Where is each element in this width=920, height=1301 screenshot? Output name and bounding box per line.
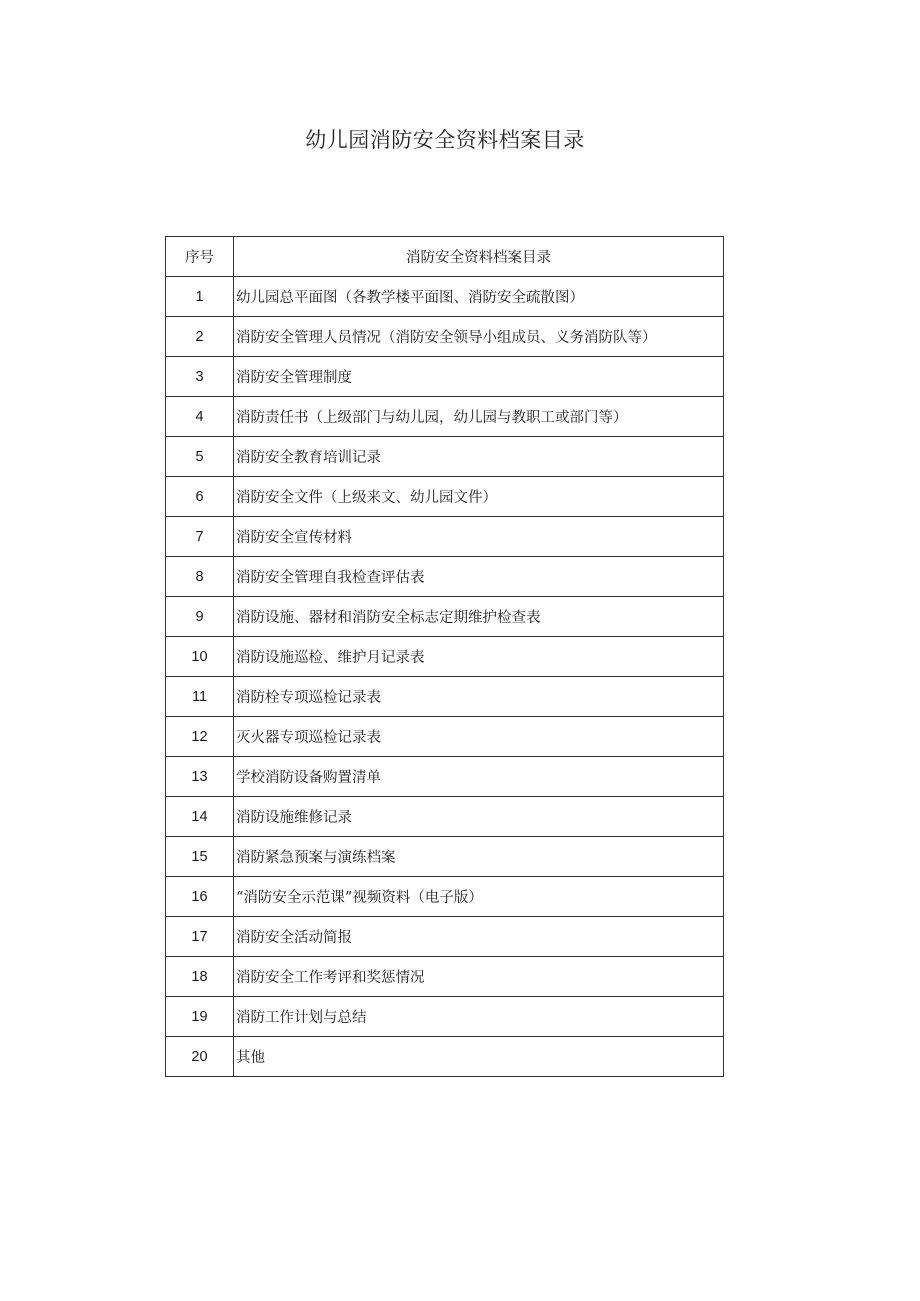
- table-row: [166, 517, 724, 557]
- table-body: [166, 277, 724, 1077]
- table-row: [166, 957, 724, 997]
- row-serial-number: 4: [166, 397, 234, 437]
- row-serial-number: 13: [166, 757, 234, 797]
- row-catalog-item: 消防责任书（上级部门与幼儿园，幼儿园与教职工或部门等）: [234, 397, 724, 437]
- row-catalog-item: 消防紧急预案与演练档案: [234, 837, 724, 877]
- row-serial-number: 5: [166, 437, 234, 477]
- row-catalog-item: 消防栓专项巡检记录表: [234, 677, 724, 717]
- table-row: [166, 357, 724, 397]
- row-catalog-item: “消防安全示范课”视频资料（电子版）: [234, 877, 724, 917]
- row-serial-number: 17: [166, 917, 234, 957]
- table-row: [166, 637, 724, 677]
- row-catalog-item: 消防设施维修记录: [234, 797, 724, 837]
- table-row: [166, 557, 724, 597]
- table-row: [166, 797, 724, 837]
- row-catalog-item: 学校消防设备购置清单: [234, 757, 724, 797]
- row-catalog-item: 消防安全文件（上级来文、幼儿园文件）: [234, 477, 724, 517]
- row-catalog-item: 幼儿园总平面图（各教学楼平面图、消防安全疏散图）: [234, 277, 724, 317]
- row-serial-number: 11: [166, 677, 234, 717]
- row-catalog-item: 消防安全工作考评和奖惩情况: [234, 957, 724, 997]
- header-catalog-title: 消防安全资料档案目录: [234, 237, 724, 277]
- row-catalog-item: 消防安全活动简报: [234, 917, 724, 957]
- table-row: [166, 397, 724, 437]
- table-row: [166, 317, 724, 357]
- row-serial-number: 19: [166, 997, 234, 1037]
- row-serial-number: 12: [166, 717, 234, 757]
- table-row: [166, 837, 724, 877]
- row-catalog-item: 消防安全管理自我检查评估表: [234, 557, 724, 597]
- table-row: [166, 477, 724, 517]
- row-serial-number: 10: [166, 637, 234, 677]
- table-header-row: [166, 237, 724, 277]
- table-row: [166, 677, 724, 717]
- row-catalog-item: 其他: [234, 1037, 724, 1077]
- header-serial-number: 序号: [166, 237, 234, 277]
- row-serial-number: 1: [166, 277, 234, 317]
- archive-catalog-table: [165, 236, 724, 1077]
- row-serial-number: 18: [166, 957, 234, 997]
- table-row: [166, 917, 724, 957]
- document-title: 幼儿园消防安全资料档案目录: [305, 128, 585, 152]
- row-catalog-item: 消防安全宣传材料: [234, 517, 724, 557]
- row-catalog-item: 灭火器专项巡检记录表: [234, 717, 724, 757]
- row-catalog-item: 消防设施巡检、维护月记录表: [234, 637, 724, 677]
- row-serial-number: 14: [166, 797, 234, 837]
- row-serial-number: 2: [166, 317, 234, 357]
- row-catalog-item: 消防工作计划与总结: [234, 997, 724, 1037]
- table-row: [166, 877, 724, 917]
- table-row: [166, 597, 724, 637]
- row-serial-number: 3: [166, 357, 234, 397]
- table-row: [166, 1037, 724, 1077]
- table-row: [166, 277, 724, 317]
- table-row: [166, 757, 724, 797]
- row-serial-number: 16: [166, 877, 234, 917]
- row-serial-number: 20: [166, 1037, 234, 1077]
- row-serial-number: 7: [166, 517, 234, 557]
- table-row: [166, 997, 724, 1037]
- row-serial-number: 15: [166, 837, 234, 877]
- row-catalog-item: 消防安全教育培训记录: [234, 437, 724, 477]
- row-serial-number: 8: [166, 557, 234, 597]
- row-catalog-item: 消防设施、器材和消防安全标志定期维护检查表: [234, 597, 724, 637]
- row-serial-number: 6: [166, 477, 234, 517]
- table-row: [166, 717, 724, 757]
- row-serial-number: 9: [166, 597, 234, 637]
- row-catalog-item: 消防安全管理人员情况（消防安全领导小组成员、义务消防队等）: [234, 317, 724, 357]
- table-row: [166, 437, 724, 477]
- row-catalog-item: 消防安全管理制度: [234, 357, 724, 397]
